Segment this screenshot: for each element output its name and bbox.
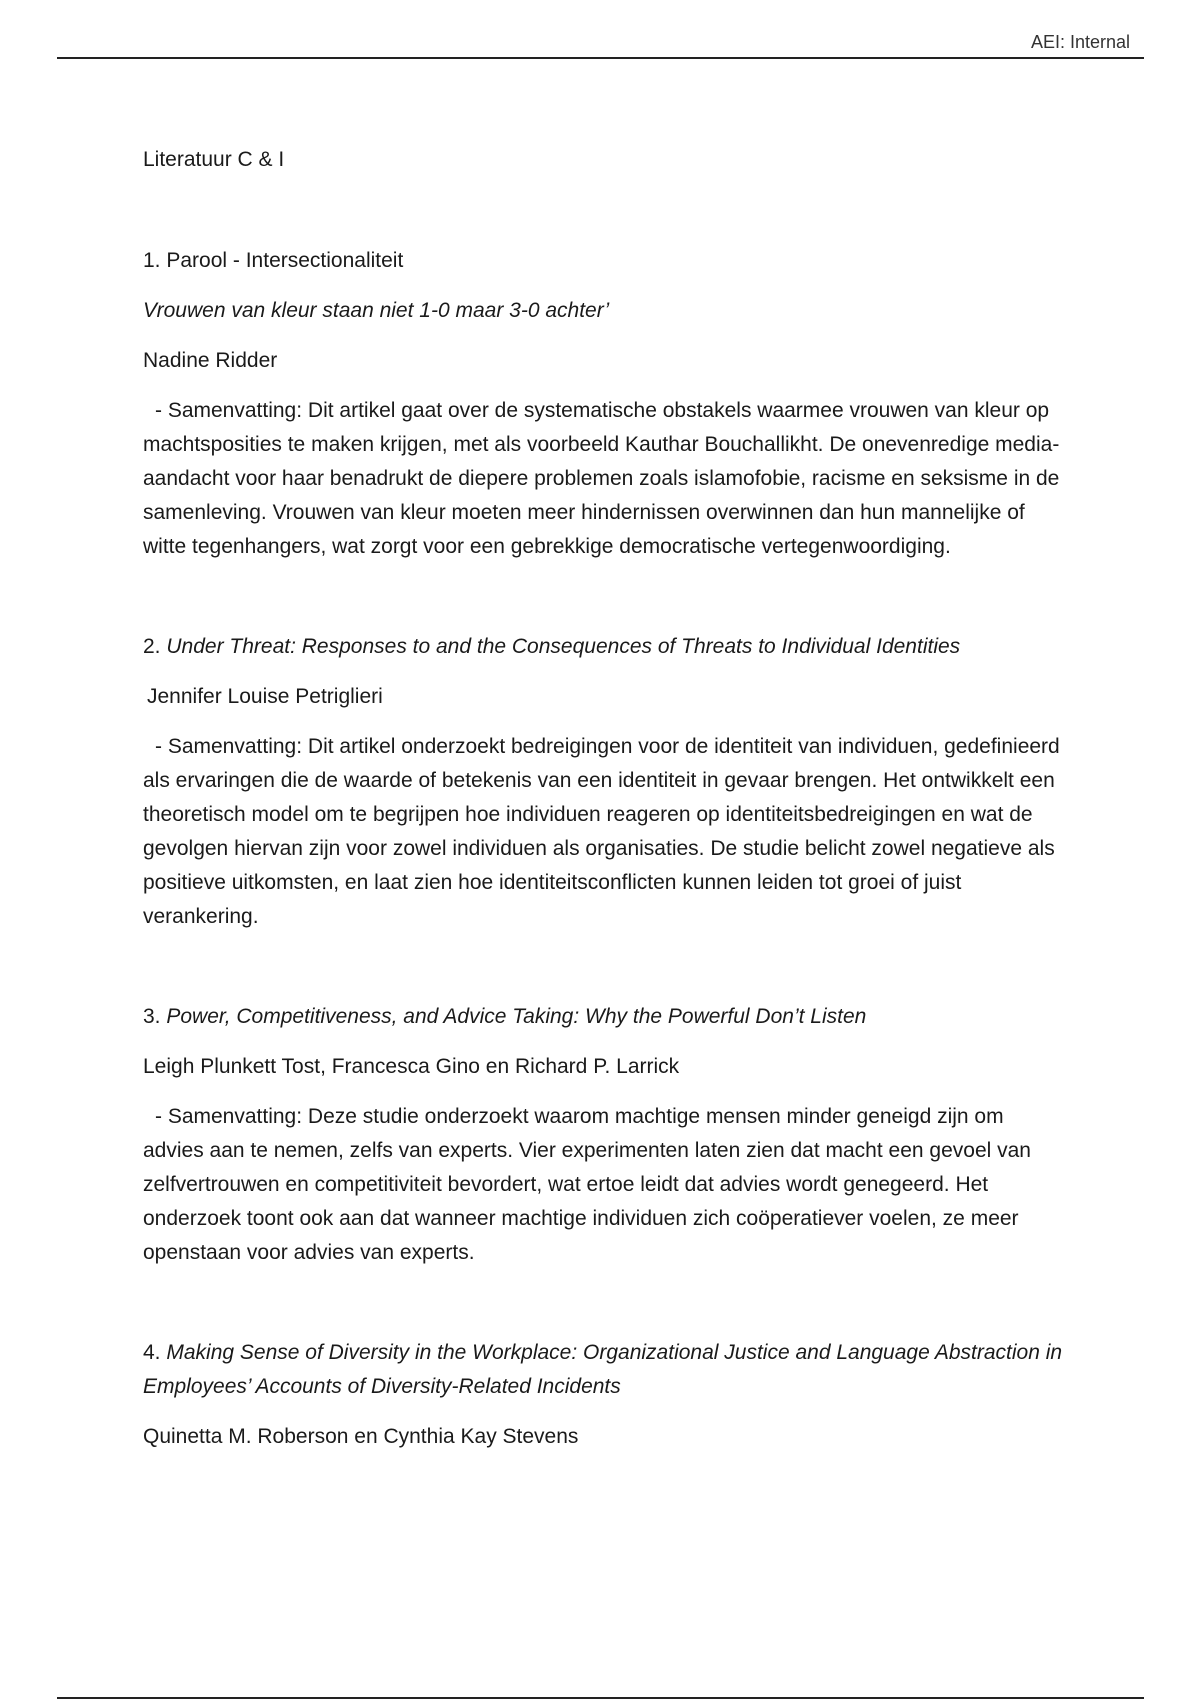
literature-entry-3 — [143, 1000, 1068, 1270]
entry-title: Power, Competitiveness, and Advice Taking: Why the Powerful Don’t Listen — [166, 1005, 867, 1028]
entry-number: 4. — [143, 1341, 161, 1364]
entry-summary-text: - Samenvatting: Dit artikel gaat over de systematische obstakels waarmee vrouwen van kleur op machtsposities te maken krijgen, met als voorbeeld Kauthar Bouchallikht. De onevenredige media-aandacht voor haar benadrukt de diepere problemen zoals islamofobie, racisme en seksisme in de samenleving. Vrouwen van kleur moeten meer hindernissen overwinnen dan hun mannelijke of witte tegenhangers, wat zorgt voor een gebrekkige democratische vertegenwoordiging. — [143, 399, 1060, 558]
literature-entry-1 — [143, 244, 1068, 564]
entry-summary — [143, 730, 1068, 934]
literature-entry-4 — [143, 1336, 1068, 1454]
entry-title: Making Sense of Diversity in the Workplace: Organizational Justice and Language Abstraction in Employees’ Accounts of Diversity-Related Incidents — [143, 1341, 1063, 1398]
document-title: Literatuur C & I — [143, 148, 285, 171]
entry-summary — [143, 394, 1068, 564]
entry-number: 2. — [143, 635, 161, 658]
entry-heading — [143, 630, 1068, 664]
header-divider — [57, 57, 1144, 59]
entry-subtitle: Vrouwen van kleur staan niet 1-0 maar 3-0 achter’ — [143, 299, 610, 322]
classification-label: AEI: Internal — [1030, 32, 1130, 52]
literature-entry-2 — [143, 630, 1068, 934]
entry-number: 3. — [143, 1005, 161, 1028]
entry-summary-text: - Samenvatting: Dit artikel onderzoekt bedreigingen voor de identiteit van individuen, gedefinieerd als ervaringen die de waarde of betekenis van een identiteit in gevaar brengen. Het ontwikkelt een theoretisch model om te begrijpen hoe individuen reageren op identiteitsbedreigingen en wat de gevolgen hiervan zijn voor zowel individuen als organisaties. De studie belicht zowel negatieve als positieve uitkomsten, en laat zien hoe identiteitsconflicten kunnen leiden tot groei of juist verankering. — [143, 735, 1060, 928]
entry-authors: Nadine Ridder — [143, 349, 278, 372]
entry-summary — [143, 1100, 1068, 1270]
entry-heading — [143, 1000, 1068, 1034]
entry-authors: Leigh Plunkett Tost, Francesca Gino en Richard P. Larrick — [143, 1055, 680, 1078]
entry-number: 1. — [143, 249, 161, 272]
entry-heading — [143, 244, 1068, 278]
footer-divider — [57, 1697, 1144, 1699]
entry-summary-text: - Samenvatting: Deze studie onderzoekt waarom machtige mensen minder geneigd zijn om advies aan te nemen, zelfs van experts. Vier experimenten laten zien dat macht een gevoel van zelfvertrouwen en competitiviteit bevordert, wat ertoe leidt dat advies wordt genegeerd. Het onderzoek toont ook aan dat wanneer machtige individuen zich coöperatiever voelen, ze meer openstaan voor advies van experts. — [143, 1105, 1031, 1264]
entry-authors: Jennifer Louise Petriglieri — [147, 685, 383, 708]
entry-title: Parool - Intersectionaliteit — [166, 249, 404, 272]
entry-title: Under Threat: Responses to and the Consequences of Threats to Individual Identities — [166, 635, 961, 658]
entry-heading — [143, 1336, 1068, 1404]
document-body — [143, 143, 1068, 1520]
entry-authors: Quinetta M. Roberson en Cynthia Kay Stevens — [143, 1425, 579, 1448]
